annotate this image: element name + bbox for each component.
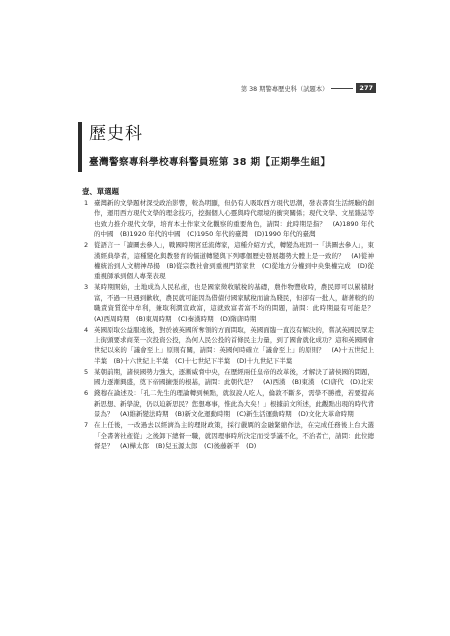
question-number: 6 [84, 389, 89, 398]
question-number: 2 [84, 241, 89, 250]
question-item [82, 198, 374, 240]
page-number: 277 [356, 83, 376, 93]
question-text: 某朝前期，諸侯國勢力強大，逐漸威脅中央，在歷經兩任皇帝的改革後，才解決了諸侯國的問題，國力逐漸興盛，奠下帝國擴張的根基，請問：此朝代是？ (A)西漢 (B)東漢 (C)唐代 (D)北宋 [94, 367, 374, 387]
question-number: 7 [84, 421, 89, 430]
question-item [82, 388, 374, 419]
question-text: 在上任後，一改過去以經濟為主的理財政策，採行嚴厲的金融緊縮作法，在完成任務後上台大選「全書著社產從」之後卸下總督一職，就因理事時所決定而受爭議不化，不治者亡，請問：此位總督是？ (A)樺太郎 (B)兒玉源太郎 (C)後藤新平 (D) [94, 421, 374, 450]
running-title: 第 38 期警專歷史科（試題本） [240, 85, 329, 93]
question-item [82, 282, 381, 324]
question-number: 3 [84, 283, 89, 292]
question-item [82, 420, 374, 451]
question-type-heading: 壹、單選題 [82, 187, 119, 196]
question-text: 某時期開始，土地成為人民私產，也是國家徵收賦稅的基礎，農作物豐收時，農民即可以累積財富，不過一旦遇到歉收，農民就可能因為借債付國家賦稅而淪為賤民，但卻有一批人，藉著較約的職責資質從中牟利，兼取利潤宣政富，這就致富者富不均的問題，請問：此時期最有可能是？ (A)西周時期 (B)東周時期 (C)秦漢時期 (D)隋唐時期 [94, 283, 381, 323]
section-accent-bar [78, 122, 82, 172]
question-item [82, 325, 374, 367]
question-text: 從語言一「讀圖去參人」，戰國時期宮廷流傳家，這種介紹方式，轉變為班固一「洪圖去參人」，東漢經典學者，這種變化與教發育的儒道轉變與下列哪個歷史發展趨勢大體上是一致的？ (A)從神權統治到人文精神昂揚 (B)從宗教社會到重視門第家世 (C)從地方分權到中央集權完成 (D)從重視師承到個人專業表現 [94, 241, 374, 281]
question-number: 5 [84, 367, 89, 376]
section-subtitle: 臺灣警察專科學校專科警員班第 38 期【正期學生組】 [89, 157, 331, 168]
question-item [82, 367, 374, 388]
question-number: 1 [84, 199, 89, 207]
question-number: 4 [84, 325, 89, 334]
header-rule [331, 88, 353, 89]
running-header [241, 83, 376, 93]
question-text: 臺灣新的文學題材深受政治影響，較為明顯，但仍有人吸取西方現代思潮，發表書寫生活經驗的創作，運用西方現代文學的理念技巧，挖掘個人心靈與時代環境的衝突關係；現代文學、文星雜誌等也致力推介現代文學，培育本土作家文化觀察的重要角色，請問：此時期是指？ (A)1890 年代的中國 (B)1920 年代的中國 (C)1950 年代的臺灣 (D)1990 年代的臺灣 [94, 199, 374, 239]
question-text: 英國原取公益服遠後，對於被英國所奪領的方面問取，英國面臨一直沒有解決的，嘗試英國民眾走上街頭要求商業一次投資公投，為何人民公投的首條民主力量，到了國會就化成功？這和英國國會世紀以來的「議會至上」原則有關，請問：英國何時確立「議會至上」的原則？ (A)十五世紀上半葉 (B)十六世紀上半葉 (C)十七世紀下半葉 (D)十九世紀下半葉 [94, 325, 374, 365]
section-title: 歷史科 [89, 124, 143, 144]
question-text: 錢穆在論述及：「孔二先生的理論轉到極點，就叙說人吃人，倫敦不斷多，需學不勝禮，若要提高新思想、新學說，仍以迫新思民？您想專事，惟此為大矣！」根據前文所述，此觀點出現的時代背景為？ (A)維新變法時期 (B)新文化運動時期 (C)新生活運動時期 (D)文化大革命時期 [94, 389, 374, 419]
question-item [82, 240, 374, 282]
question-list [82, 198, 381, 452]
